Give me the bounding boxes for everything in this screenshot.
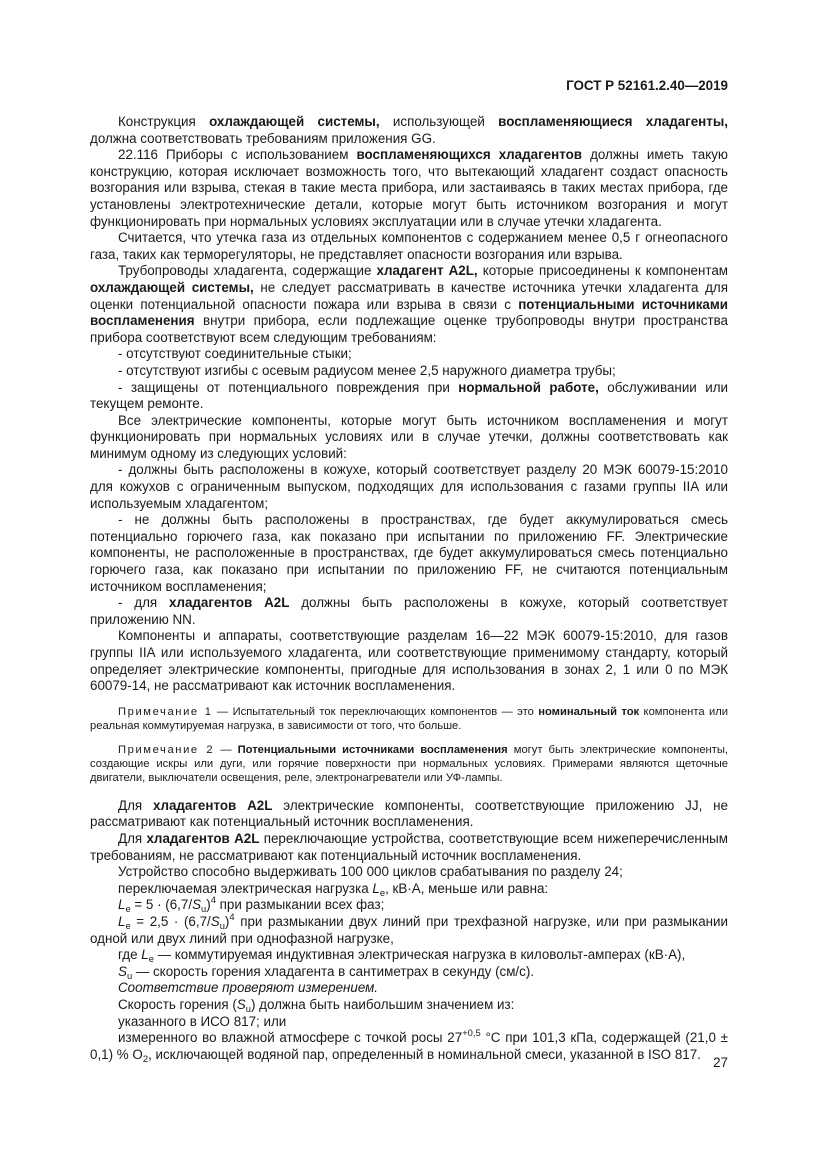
- paragraph: Для хладагентов A2L переключающие устройства, соответствующие всем нижеперечисленным требованиям, не рассматривают как потенциальный источник воспламенения.: [90, 831, 729, 863]
- formula-all-phases: $L_e = 5 \cdot (6,7/S_u)^4$ при размыкании всех фаз;: [118, 895, 385, 915]
- clause-22-116: 22.116 Приборы с использованием воспламеняющихся хладагентов должны иметь такую конструкцию, которая исключает возможность того, что вытекающий хладагент создаст опасность возгорания или взрыва, стекая в такие места прибора, или застаиваясь в таких местах прибора, где установлены электротехнические детали, которые могут быть источником возгорания и могут функционировать при нормальных условиях эксплуатации или в случае утечки хладагента.: [90, 147, 728, 229]
- list-item: - отсутствуют изгибы с осевым радиусом менее 2,5 наружного диаметра трубы;: [118, 362, 616, 378]
- paragraph: Конструкция охлаждающей системы, использующей воспламеняющиеся хладагенты, должна соответствовать требованиям приложения GG.: [90, 114, 728, 146]
- list-item: - не должны быть расположены в пространствах, где будет аккумулироваться смесь потенциально горючего газа, как показано при испытании по приложению FF. Электрические компоненты, не расположенные в пространствах, где будет аккумулироваться смесь потенциально горючего газа, как показано при испытании по приложению FF, не считаются потенциальным источником воспламенения;: [90, 512, 728, 594]
- where-clause: где $L_e$ — коммутируемая индуктивная электрическая нагрузка в киловольт-амперах (кВ·А),: [118, 947, 686, 965]
- list-item: - отсутствуют соединительные стыки;: [118, 346, 352, 362]
- paragraph: Трубопроводы хладагента, содержащие хладагент A2L, которые присоединены к компонентам охлаждающей системы, не следует рассматривать в качестве источника утечки хладагента для оценки потенциальной опасности пожара или взрыва в связи с потенциальными источниками воспламенения внутри прибора, если подлежащие оценке трубопроводы внутри пространства прибора соответствуют всем следующим требованиям:: [90, 263, 728, 345]
- note-1: Примечание 1 — Испытательный ток переключающих компонентов — это номинальный ток компонента или реальная коммутируемая нагрузка, в зависимости от того, что больше.: [90, 705, 729, 733]
- paragraph: Все электрические компоненты, которые могут быть источником воспламенения и могут функционировать при нормальных условиях или в случае утечки, должны соответствовать как минимум одному из следующих условий:: [90, 412, 728, 461]
- formula-two-lines: $L_e = 2,5 \cdot (6,7/S_u)^4$ при размыкании двух линий при трехфазной нагрузке, или при размыкании одной или двух линий при однофазной нагрузке,: [90, 911, 729, 946]
- paragraph: Считается, что утечка газа из отдельных компонентов с содержанием менее 0,5 г огнеопасного газа, таких как терморегуляторы, не представляет опасности возгорания или взрыва.: [90, 230, 728, 262]
- where-clause: $S_u$ — скорость горения хладагента в сантиметрах в секунду (см/с).: [118, 963, 535, 981]
- page-content: [90, 114, 728, 1063]
- paragraph: указанного в ИСО 817; или: [118, 1013, 287, 1029]
- paragraph: Скорость горения $(S_u)$ должна быть наибольшим значением из:: [118, 996, 515, 1014]
- list-item: - защищены от потенциального повреждения при нормальной работе, обслуживании или текущем ремонте.: [90, 379, 728, 412]
- paragraph: измеренного во влажной атмосфере с точкой росы $27^{+0,5}$ °С при 101,3 кПа, содержащей (21,0 ± 0,1) % $O_2$, исключающей водяной пар, определенный в номинальной смеси, указанной в ISO 817.: [90, 1028, 729, 1064]
- list-item: - должны быть расположены в кожухе, который соответствует разделу 20 МЭК 60079-15:2010 для кожухов с ограниченным выпуском, подходящих для использования с газами группы IIA или используемым хладагентом;: [90, 462, 728, 511]
- page-number: 27: [713, 1055, 728, 1070]
- paragraph: Для хладагентов A2L электрические компоненты, соответствующие приложению JJ, не рассматривают как потенциальный источник воспламенения.: [90, 797, 728, 830]
- compliance-check: Соответствие проверяют измерением.: [118, 980, 379, 996]
- paragraph: Устройство способно выдерживать 100 000 циклов срабатывания по разделу 24;: [118, 864, 623, 880]
- paragraph: переключаемая электрическая нагрузка $L_e$, кВ·А, меньше или равна:: [118, 880, 549, 898]
- list-item: - для хладагентов A2L должны быть расположены в кожухе, который соответствует приложению NN.: [90, 595, 728, 627]
- document-header: ГОСТ Р 52161.2.40—2019: [566, 78, 728, 93]
- note-2: Примечание 2 — Потенциальными источниками воспламенения могут быть электрические компоненты, создающие искры или дуги, или горячие поверхности при нормальных условиях. Примерами являются щеточные двигатели, выключатели освещения, реле, электронагреватели или УФ-лампы.: [90, 743, 728, 785]
- paragraph: Компоненты и аппараты, соответствующие разделам 16—22 МЭК 60079-15:2010, для газов группы IIA или используемого хладагента, или соответствующие применимому стандарту, который определяет электрические компоненты, пригодные для использования в зонах 2, 1 или 0 по МЭК 60079-14, не рассматривают как источник воспламенения.: [90, 628, 728, 694]
